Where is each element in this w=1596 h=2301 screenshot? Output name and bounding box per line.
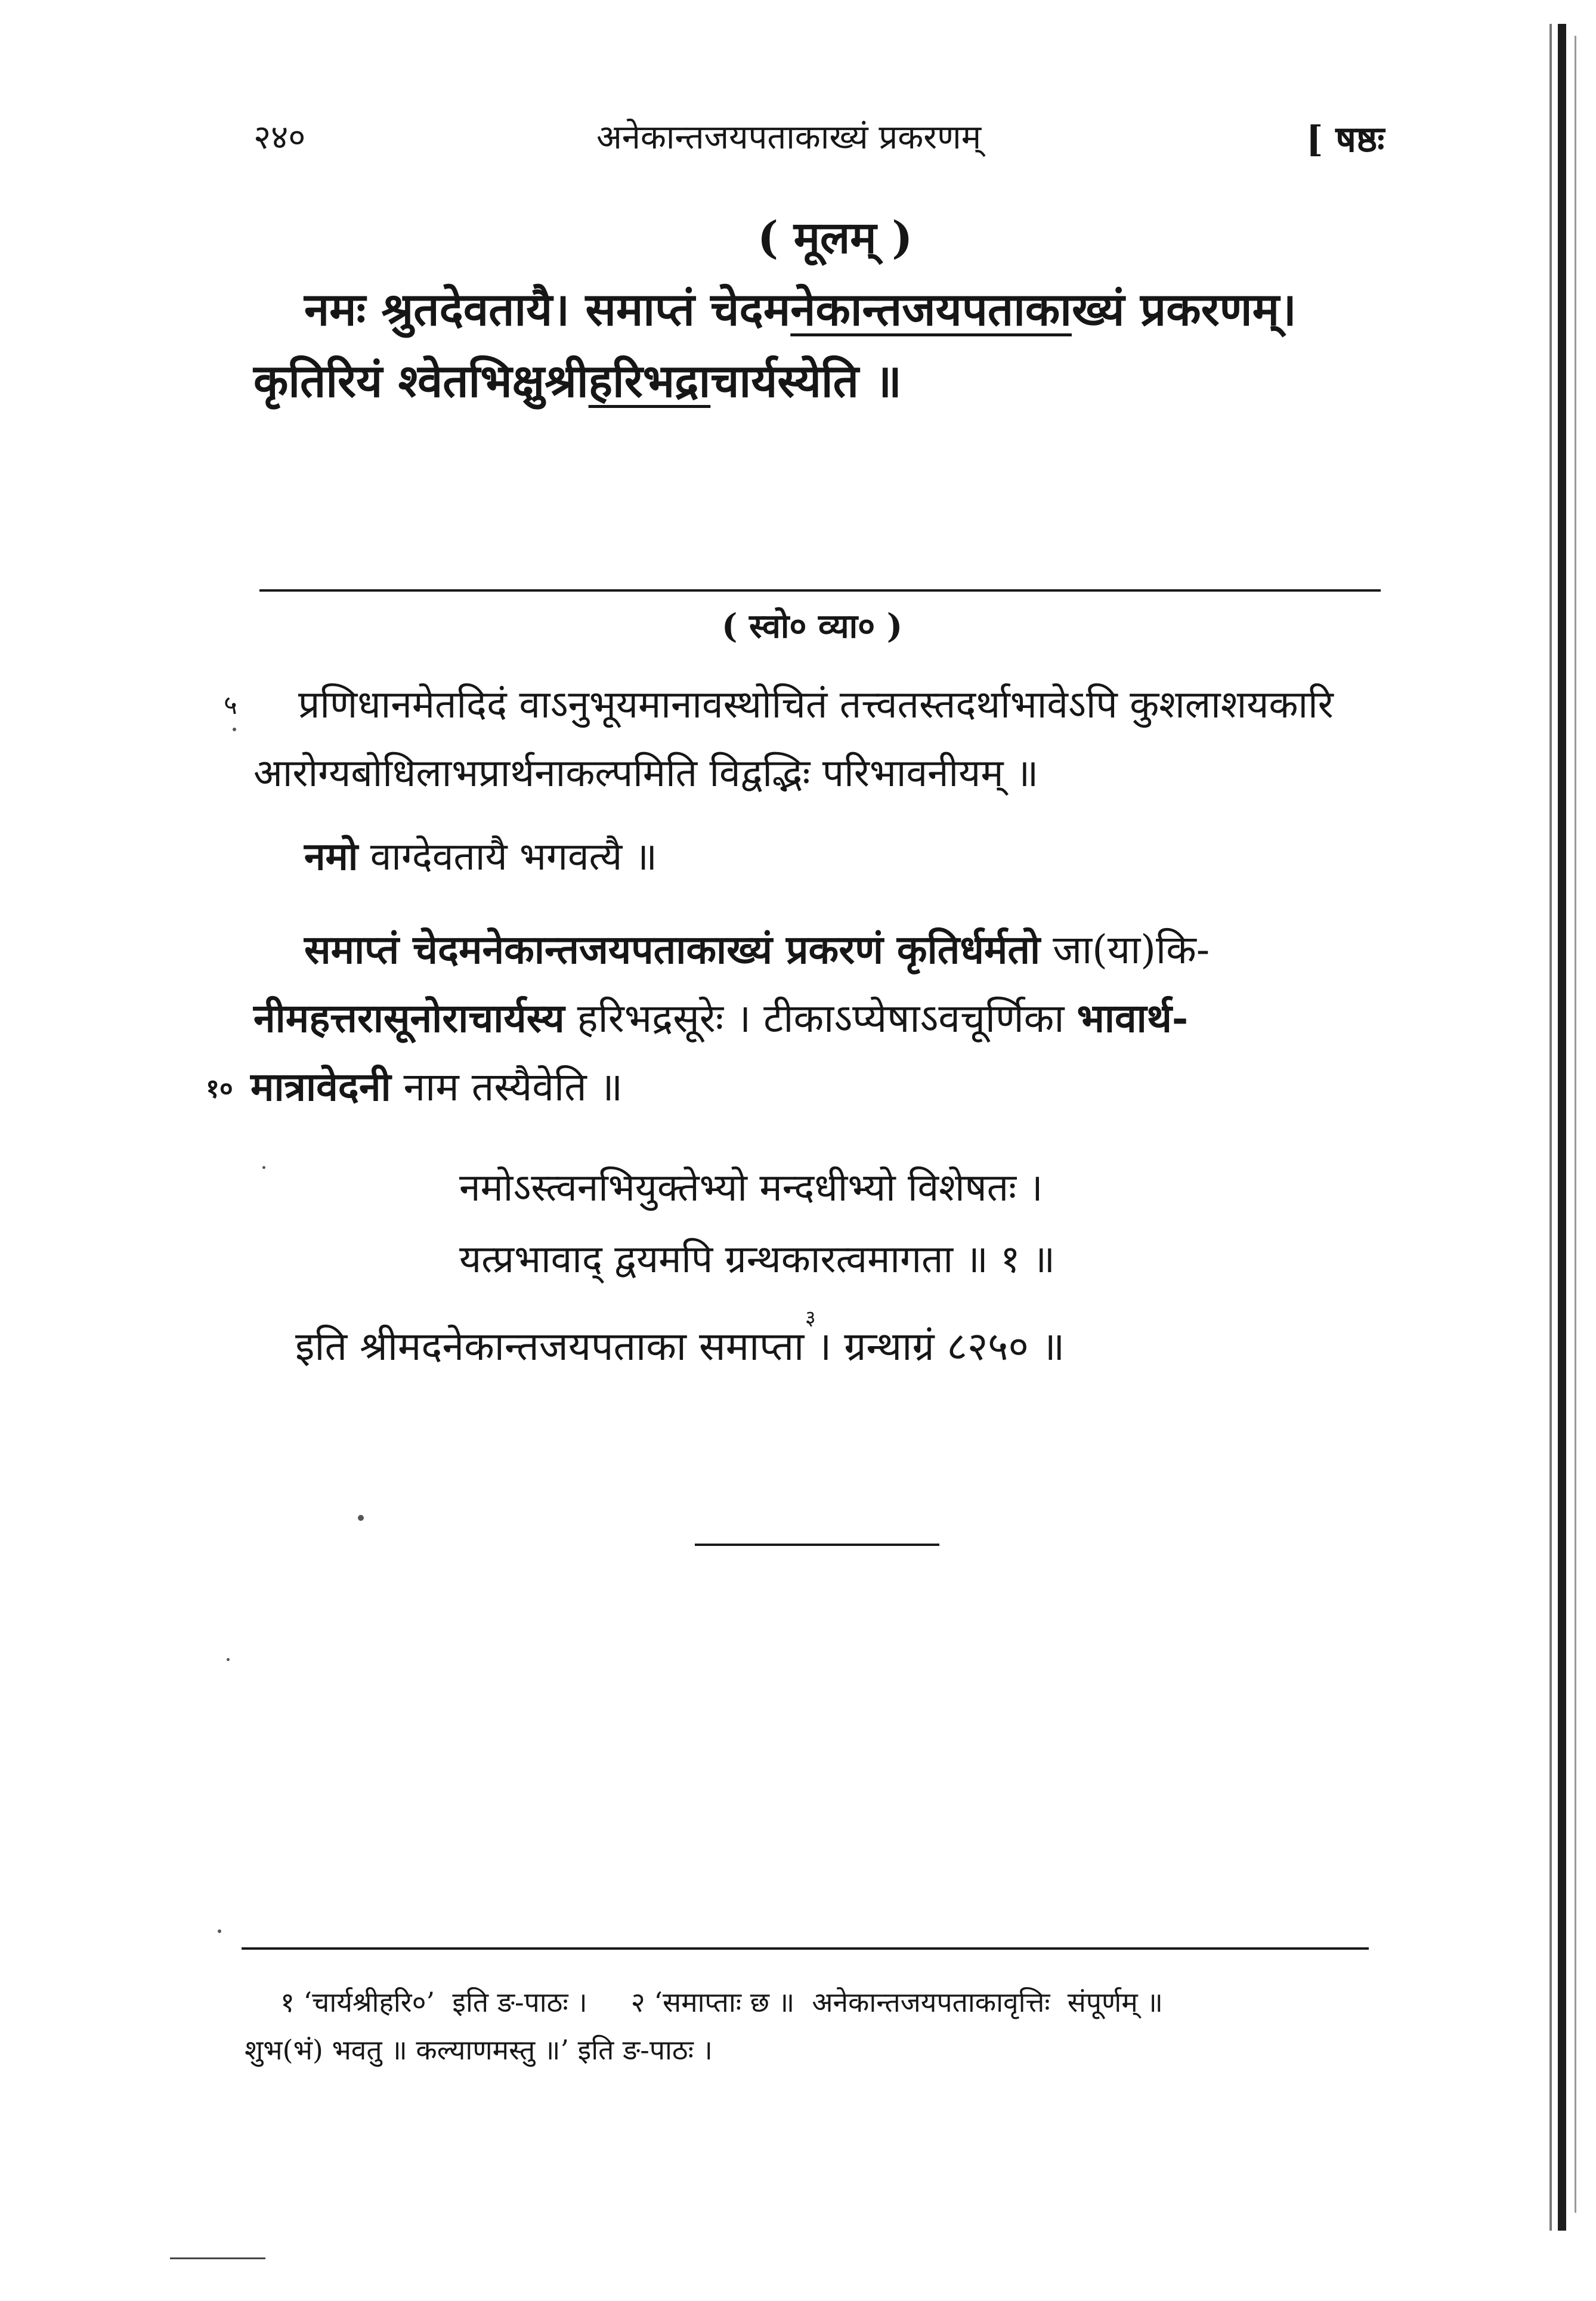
scan-speck bbox=[218, 1929, 221, 1933]
end-divider bbox=[695, 1544, 939, 1546]
mulam-line-2-underlined: हरिभद्रा bbox=[588, 354, 711, 407]
page-number: २४० bbox=[253, 118, 306, 157]
colophon: इति श्रीमदनेकान्तजयपताका समाप्ता । ग्रन्थाग्रं ८२५० ॥ bbox=[295, 1323, 1065, 1369]
para3-line3-bold: मात्रावेदनी bbox=[250, 1063, 391, 1110]
commentary-para3-line3 bbox=[250, 1059, 623, 1112]
mulam-line-1-c: ख्यं प्रकरणम्। bbox=[1071, 283, 1297, 336]
invocation-line bbox=[304, 829, 657, 881]
para3-line1-bold: समाप्तं चेदमनेकान्तजयपताकाख्यं प्रकरणं कृतिर्धर्मतो bbox=[304, 926, 1041, 973]
para3-line2-end: भावार्थ- bbox=[1077, 995, 1189, 1041]
verse-line-2: यत्प्रभावाद् द्वयमपि ग्रन्थकारत्वमागता ॥ १ ॥ bbox=[459, 1238, 1056, 1282]
footnote-line-1: १ ‘चार्यश्रीहरि०’ इति ङ-पाठः । २ ‘समाप्ताः छ ॥ अनेकान्तजयपताकावृत्तिः संपूर्णम् ॥ bbox=[280, 1986, 1163, 2018]
verse-line-1: नमोऽस्त्वनभियुक्तेभ्यो मन्दधीभ्यो विशेषतः । bbox=[459, 1166, 1043, 1210]
commentary-heading: ( स्वो० व्या० ) bbox=[722, 607, 903, 646]
commentary-para3-line1 bbox=[304, 921, 1210, 975]
invocation-namo: नमो bbox=[304, 834, 358, 879]
margin-line-number-5: ५ bbox=[224, 690, 237, 720]
section-marker: [ षष्ठः bbox=[1306, 119, 1385, 160]
mulam-line-1-underlined: नेकान्तजयपताका bbox=[790, 283, 1072, 336]
scan-speck bbox=[227, 1658, 230, 1661]
binding-edge-inner bbox=[1575, 36, 1576, 2213]
para3-line3-rest: नाम तस्यैवेति ॥ bbox=[403, 1064, 623, 1110]
scan-speck bbox=[262, 1166, 265, 1169]
margin-line-number-10: १० bbox=[206, 1074, 233, 1104]
mulam-line-1 bbox=[304, 277, 1297, 339]
commentary-para3-line2 bbox=[253, 990, 1188, 1044]
scan-mark-bottom-left bbox=[170, 2257, 265, 2259]
mulam-line-1-a: नमः श्रुतदेवतायै। समाप्तं चेदम bbox=[304, 283, 791, 336]
para3-line1-rest: जा(या)कि- bbox=[1053, 927, 1210, 973]
para3-line2-mid: हरिभद्रसूरेः । टीकाऽप्येषाऽवचूर्णिका bbox=[577, 995, 1065, 1041]
scan-speck bbox=[358, 1515, 364, 1521]
footnote-line-2: शुभ(भं) भवतु ॥ कल्याणमस्तु ॥’ इति ङ-पाठः । bbox=[245, 2034, 713, 2066]
commentary-para1-line1: प्रणिधानमेतदिदं वाऽनुभूयमानावस्थोचितं तत्त्वतस्तदर्थाभावेऽपि कुशलाशयकारि bbox=[298, 683, 1334, 727]
mulam-line-2-a: कृतिरियं श्वेतभिक्षुश्री bbox=[253, 354, 589, 407]
section-divider bbox=[259, 589, 1381, 592]
colophon-note-mark: ३ bbox=[805, 1306, 816, 1330]
invocation-rest: वाग्देवतायै भगवत्यै ॥ bbox=[370, 835, 657, 879]
scan-speck bbox=[233, 728, 236, 731]
running-title: अनेकान्तजयपताकाख्यं प्रकरणम् bbox=[596, 118, 982, 157]
mulam-line-2 bbox=[253, 349, 902, 410]
para3-line2-bold: नीमहत्तरासूनोराचार्यस्य bbox=[253, 995, 565, 1041]
mulam-heading: ( मूलम् ) bbox=[757, 212, 913, 264]
mulam-line-2-c: चार्यस्येति ॥ bbox=[710, 354, 902, 407]
commentary-para1-line2: आरोग्यबोधिलाभप्रार्थनाकल्पमिति विद्वद्भिः परिभावनीयम् ॥ bbox=[253, 751, 1039, 796]
binding-edge-shadow bbox=[1549, 24, 1552, 2231]
binding-edge bbox=[1558, 24, 1566, 2231]
footnote-divider bbox=[242, 1947, 1369, 1950]
